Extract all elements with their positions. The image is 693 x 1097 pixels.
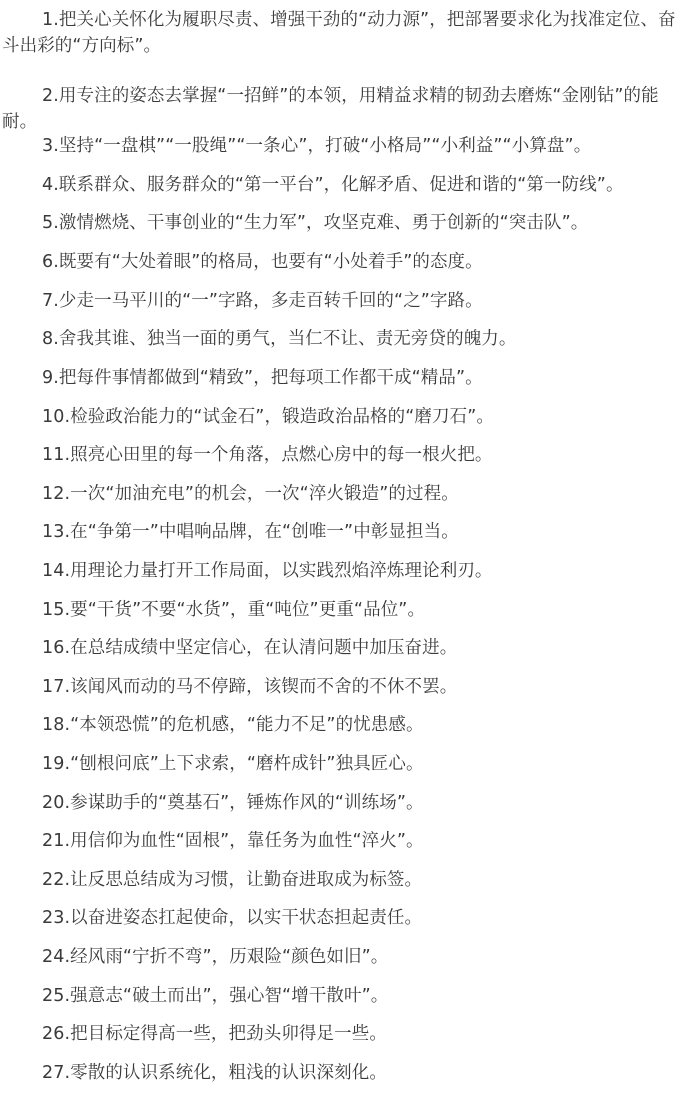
paragraph-8: 8.舍我其谁、独当一面的勇气，当仁不让、责无旁贷的魄力。	[42, 328, 517, 349]
paragraph-23: 23.以奋进姿态扛起使命，以实干状态担起责任。	[42, 907, 423, 928]
paragraph-5: 5.激情燃烧、干事创业的“生力军”，攻坚克难、勇于创新的“突击队”。	[42, 212, 589, 233]
paragraph-16: 16.在总结成绩中坚定信心，在认清问题中加压奋进。	[42, 637, 458, 658]
paragraph-9: 9.把每件事情都做到“精致”，把每项工作都干成“精品”。	[42, 367, 483, 388]
paragraph-2: 2.用专注的姿态去掌握“一招鲜”的本领，用精益求精的韧劲去磨炼“金刚钻”的能耐。	[2, 85, 659, 132]
paragraph-24: 24.经风雨“宁折不弯”，历艰险“颜色如旧”。	[42, 946, 389, 967]
paragraph-19: 19.“刨根问底”上下求索，“磨杵成针”独具匠心。	[42, 753, 424, 774]
paragraph-12: 12.一次“加油充电”的机会，一次“淬火锻造”的过程。	[42, 483, 459, 504]
paragraph-26: 26.把目标定得高一些，把劲头卯得足一些。	[42, 1023, 387, 1044]
paragraph-6: 6.既要有“大处着眼”的格局，也要有“小处着手”的态度。	[42, 251, 483, 272]
paragraph-27: 27.零散的认识系统化，粗浅的认识深刻化。	[42, 1062, 387, 1083]
paragraph-21: 21.用信仰为血性“固根”，靠任务为血性“淬火”。	[42, 830, 424, 851]
paragraph-1: 1.把关心关怀化为履职尽责、增强干劲的“动力源”，把部署要求化为找准定位、奋斗出彩的“方向标”。	[2, 9, 676, 56]
paragraph-15: 15.要“干货”不要“水货”，重“吨位”更重“品位”。	[42, 599, 426, 620]
paragraph-22: 22.让反思总结成为习惯，让勤奋进取成为标签。	[42, 869, 423, 890]
paragraph-10: 10.检验政治能力的“试金石”，锻造政治品格的“磨刀石”。	[42, 406, 494, 427]
paragraph-3: 3.坚持“一盘棋”“一股绳”“一条心”，打破“小格局”“小利益”“小算盘”。	[42, 135, 592, 156]
paragraph-17: 17.该闻风而动的马不停蹄，该锲而不舍的不休不罢。	[42, 676, 458, 697]
paragraph-14: 14.用理论力量打开工作局面，以实践烈焰淬炼理论利刃。	[42, 560, 493, 581]
paragraph-4: 4.联系群众、服务群众的“第一平台”，化解矛盾、促进和谐的“第一防线”。	[42, 174, 624, 195]
paragraph-18: 18.“本领恐慌”的危机感，“能力不足”的忧患感。	[42, 714, 424, 735]
paragraph-7: 7.少走一马平川的“一”字路，多走百转千回的“之”字路。	[42, 290, 483, 311]
paragraph-20: 20.参谋助手的“奠基石”，锤炼作风的“训练场”。	[42, 792, 424, 813]
paragraph-13: 13.在“争第一”中唱响品牌，在“创唯一”中彰显担当。	[42, 521, 459, 542]
paragraph-11: 11.照亮心田里的每一个角落，点燃心房中的每一根火把。	[42, 444, 493, 465]
paragraph-25: 25.强意志“破土而出”，强心智“增干散叶”。	[42, 985, 389, 1006]
